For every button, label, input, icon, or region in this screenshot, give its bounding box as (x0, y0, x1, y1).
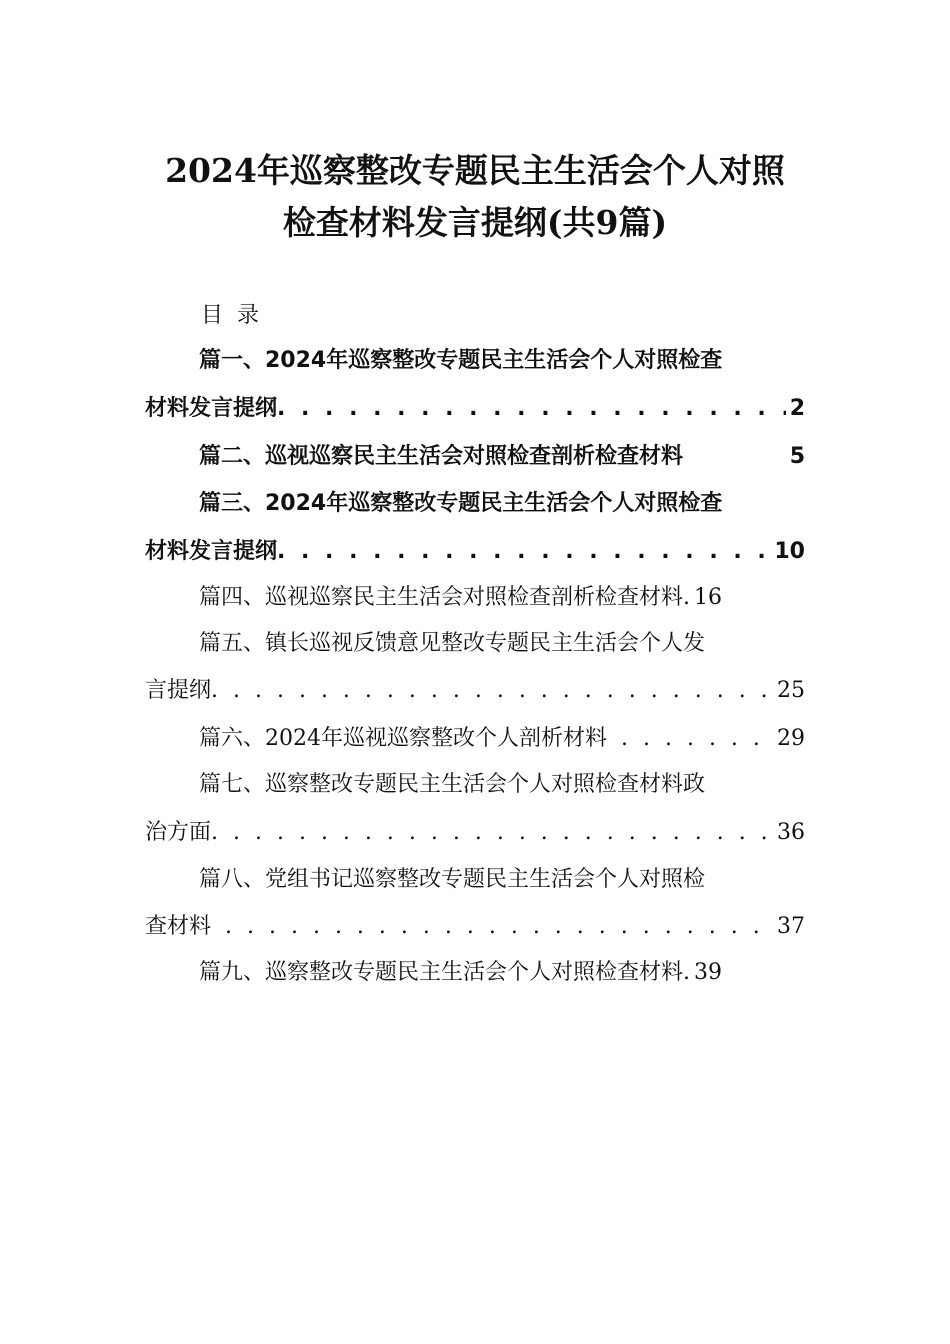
toc-entry-3-line-1[interactable] (145, 487, 805, 521)
toc-page-number: 2 (789, 396, 805, 421)
dot-leader (211, 674, 773, 708)
toc-page-number-prefix: . (683, 960, 691, 985)
toc-entry-5-line-1[interactable] (145, 627, 805, 661)
toc-entry-text: 篇四、巡视巡察民主生活会对照检查剖析检查材料 (199, 585, 684, 610)
toc-entry-text: 篇二、巡视巡察民主生活会对照检查剖析检查材料 (199, 444, 684, 469)
dot-leader (607, 722, 773, 756)
toc-page-number: 16 (694, 585, 723, 610)
toc-page-number: 25 (777, 678, 805, 703)
toc-entry-8-line-2[interactable] (145, 910, 805, 944)
toc-entry-8-line-1[interactable] (145, 863, 805, 897)
toc-entry-text: 篇八、党组书记巡察整改专题民主生活会个人对照检 (199, 867, 706, 892)
toc-entry-text: 查材料 (145, 914, 212, 939)
toc-entry-7-line-2[interactable] (145, 816, 805, 850)
toc-page-number-prefix: . (683, 585, 691, 610)
toc-entry-text: 篇三、2024年巡察整改专题民主生活会个人对照检查 (199, 491, 723, 516)
dot-leader (211, 816, 773, 850)
toc-page-number: 39 (694, 960, 723, 985)
toc-entry-4[interactable] (145, 581, 805, 615)
toc-entry-text: 篇一、2024年巡察整改专题民主生活会个人对照检查 (199, 348, 723, 373)
toc-entry-3-line-2[interactable] (145, 535, 805, 569)
toc-entry-text: 篇五、镇长巡视反馈意见整改专题民主生活会个人发 (199, 631, 706, 656)
toc-entry-1-line-2[interactable] (145, 392, 805, 426)
toc-heading: 目录 (201, 303, 274, 328)
document-title-line-1: 2024年巡察整改专题民主生活会个人对照 (165, 151, 785, 190)
toc-page-number: 29 (777, 726, 805, 751)
toc-entry-2[interactable] (145, 440, 805, 474)
toc-entry-text: 篇七、巡察整改专题民主生活会个人对照检查材料政 (199, 772, 706, 797)
toc-entry-text: 篇六、2024年巡视巡察整改个人剖析材料 (199, 726, 607, 751)
toc-entry-text: 治方面 (145, 820, 212, 845)
document-title-line-2: 检查材料发言提纲(共9篇) (282, 203, 668, 242)
toc-page-number: 10 (774, 539, 805, 564)
dot-leader (277, 392, 786, 426)
dot-leader (211, 910, 773, 944)
toc-entry-6[interactable] (145, 722, 805, 756)
toc-entry-text: 材料发言提纲 (145, 539, 278, 564)
dot-leader (277, 535, 770, 569)
toc-entry-1-line-1[interactable] (145, 344, 805, 378)
toc-entry-text: 言提纲 (145, 678, 212, 703)
toc-page-number: 37 (777, 914, 805, 939)
toc-page-number: 36 (777, 820, 805, 845)
toc-entry-text: 篇九、巡察整改专题民主生活会个人对照检查材料 (199, 960, 684, 985)
toc-page-number: 5 (789, 444, 805, 469)
toc-entry-7-line-1[interactable] (145, 768, 805, 802)
toc-entry-5-line-2[interactable] (145, 674, 805, 708)
toc-entry-9[interactable] (145, 956, 805, 990)
toc-entry-text: 材料发言提纲 (145, 396, 278, 421)
